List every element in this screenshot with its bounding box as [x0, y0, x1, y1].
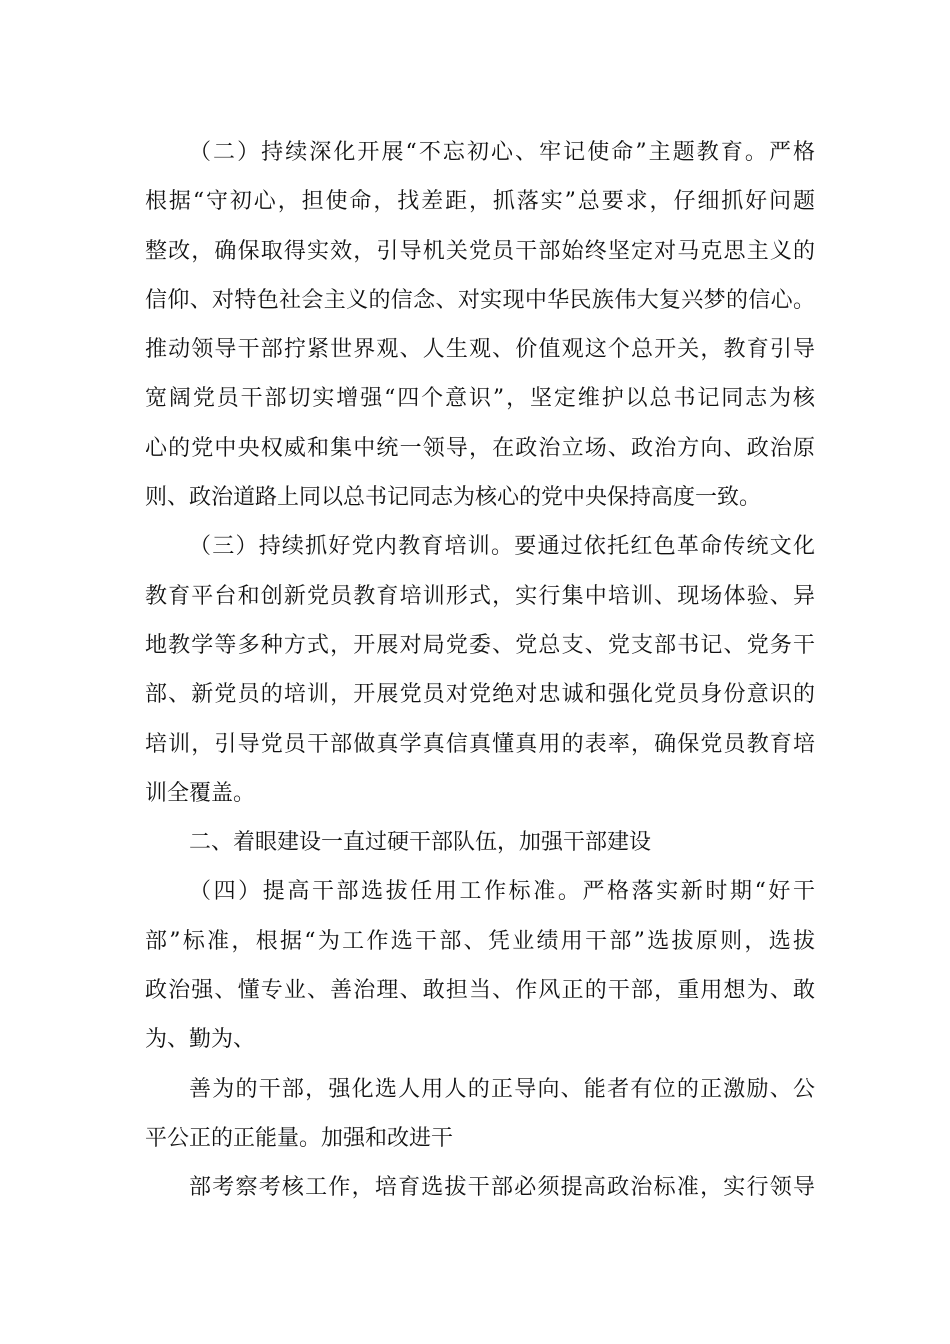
paragraph-line: 政治强、懂专业、善治理、敢担当、作风正的干部，重用想为、敢 — [145, 978, 815, 1004]
section-heading: 二、着眼建设一直过硬干部队伍，加强干部建设 — [189, 830, 652, 856]
paragraph-line: （二）持续深化开展“不忘初心、牢记使命”主题教育。严格 — [189, 140, 815, 165]
paragraph-line: 信仰、对特色社会主义的信念、对实现中华民族伟大复兴梦的信心。 — [145, 287, 815, 313]
paragraph-line: 为、勤为、 — [145, 1027, 256, 1053]
paragraph-line: 地教学等多种方式，开展对局党委、党总支、党支部书记、党务干 — [145, 632, 815, 658]
paragraph-line: （四）提高干部选拔任用工作标准。严格落实新时期“好干 — [189, 879, 815, 905]
paragraph-line: 部、新党员的培训，开展党员对党绝对忠诚和强化党员身份意识的 — [145, 682, 815, 708]
paragraph-line: 根据“守初心，担使命，找差距，抓落实”总要求，仔细抓好问题 — [145, 189, 815, 215]
paragraph-line: 部考察考核工作，培育选拔干部必须提高政治标准，实行领导 — [189, 1175, 815, 1201]
document-body — [145, 128, 815, 1213]
paragraph-line: 训全覆盖。 — [145, 780, 256, 806]
paragraph-line: 推动领导干部拧紧世界观、人生观、价值观这个总开关，教育引导 — [145, 337, 815, 363]
paragraph-line: 善为的干部，强化选人用人的正导向、能者有位的正激励、公 — [189, 1076, 815, 1102]
paragraph-line: 教育平台和创新党员教育培训形式，实行集中培训、现场体验、异 — [145, 583, 815, 609]
paragraph-line: 则、政治道路上同以总书记同志为核心的党中央保持高度一致。 — [145, 485, 762, 511]
paragraph-line: 心的党中央权威和集中统一领导，在政治立场、政治方向、政治原 — [145, 435, 815, 461]
paragraph-line: 培训，引导党员干部做真学真信真懂真用的表率，确保党员教育培 — [145, 731, 815, 757]
paragraph-line: 平公正的正能量。加强和改进干 — [145, 1125, 454, 1151]
paragraph-line: 宽阔党员干部切实增强“四个意识”，坚定维护以总书记同志为核 — [145, 386, 815, 412]
paragraph-line: 部”标准，根据“为工作选干部、凭业绩用干部”选拔原则，选拔 — [145, 928, 815, 954]
paragraph-line: 整改，确保取得实效，引导机关党员干部始终坚定对马克思主义的 — [145, 238, 815, 264]
paragraph-line: （三）持续抓好党内教育培训。要通过依托红色革命传统文化 — [189, 534, 815, 560]
